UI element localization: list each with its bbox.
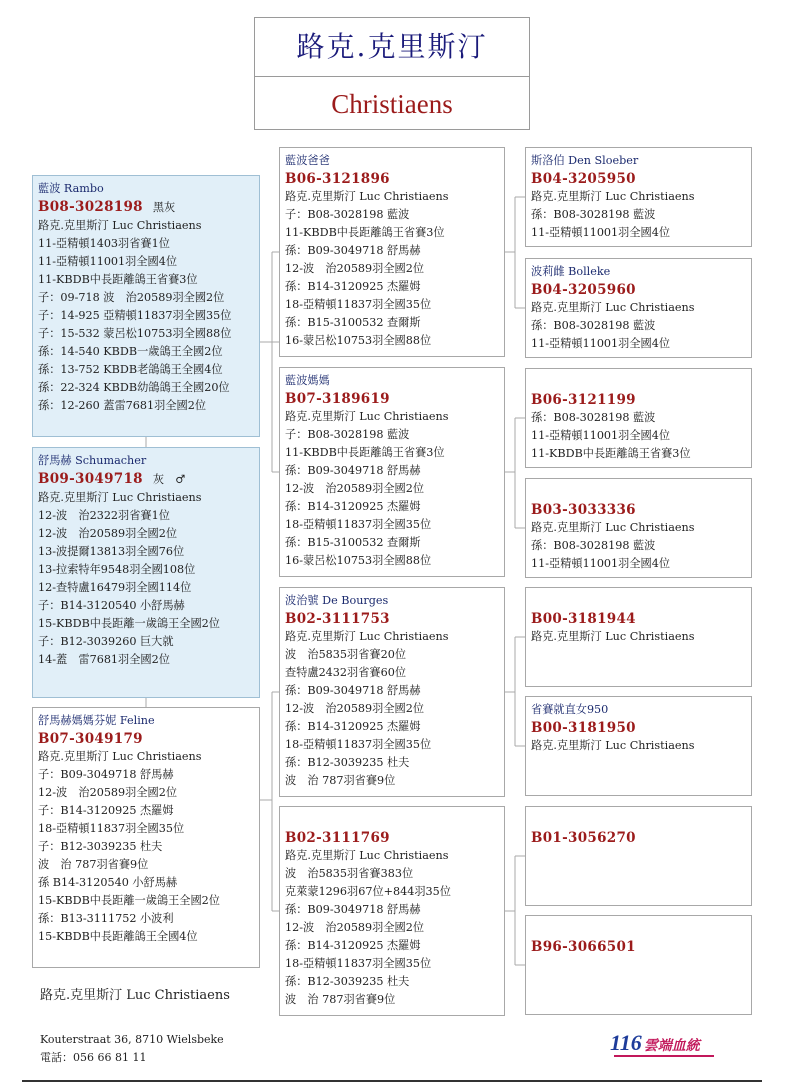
ring-number-text: B02-3111769 bbox=[285, 830, 390, 846]
performance-line: 11-亞精頓11001羽全國4位 bbox=[38, 255, 178, 268]
performance-line: 18-亞精頓11837羽全國35位 bbox=[38, 822, 185, 835]
performance-line: 波 治5835羽省賽383位 bbox=[285, 867, 414, 880]
pigeon-name: 舒馬赫媽媽芬妮 Feline bbox=[38, 714, 155, 727]
ring-number-text: B09-3049718 bbox=[38, 471, 143, 487]
performance-line: 路克.克里斯汀 Luc Christiaens bbox=[531, 521, 695, 534]
ring-number-text: B01-3056270 bbox=[531, 830, 636, 846]
performance-line: 11-亞精頓11001羽全國4位 bbox=[531, 429, 671, 442]
performance-line: 12-波 治20589羽全國2位 bbox=[285, 262, 425, 275]
performance-line: 孫：12-260 蓋雷7681羽全國2位 bbox=[38, 399, 207, 412]
performance-line: 18-亞精頓11837羽全國35位 bbox=[285, 518, 432, 531]
pedigree-card-sire bbox=[32, 175, 260, 437]
performance-line: 孫：B14-3120925 杰羅姆 bbox=[285, 280, 421, 293]
performance-line: 11-亞精頓11001羽全國4位 bbox=[531, 226, 671, 239]
brand-logo bbox=[610, 1030, 720, 1058]
performance-line: 孫：B15-3100532 查爾斯 bbox=[285, 316, 421, 329]
ring-number-text: B96-3066501 bbox=[531, 939, 636, 955]
performance-line: 子：15-532 蒙呂松10753羽全國88位 bbox=[38, 327, 232, 340]
performance-line: 克萊蒙1296羽67位+844羽35位 bbox=[285, 885, 451, 898]
page-title-english: Christiaens bbox=[331, 89, 453, 119]
performance-line: 子：B09-3049718 舒馬赫 bbox=[38, 768, 174, 781]
performance-line: 11-亞精頓1403羽省賽1位 bbox=[38, 237, 170, 250]
pigeon-color: 灰 ♂ bbox=[152, 473, 186, 486]
performance-line: 子：09-718 波 治20589羽全國2位 bbox=[38, 291, 225, 304]
pedigree-card-gs2 bbox=[279, 367, 505, 577]
performance-line: 孫：B08-3028198 藍波 bbox=[531, 539, 656, 552]
performance-line: 13-拉索特年9548羽全國108位 bbox=[38, 563, 196, 576]
pigeon-name: 舒馬赫 Schumacher bbox=[38, 454, 147, 467]
pigeon-name: 藍波 Rambo bbox=[38, 182, 104, 195]
ring-number-text: B03-3033336 bbox=[531, 502, 636, 518]
pedigree-card-ggs8 bbox=[525, 915, 752, 1015]
performance-line: 12-波 治20589羽全國2位 bbox=[38, 527, 178, 540]
performance-line: 路克.克里斯汀 Luc Christiaens bbox=[531, 739, 695, 752]
performance-line: 12-波 治2322羽省賽1位 bbox=[38, 509, 170, 522]
performance-line: 子：14-925 亞精頓11837羽全國35位 bbox=[38, 309, 232, 322]
performance-line: 13-波提爾13813羽全國76位 bbox=[38, 545, 185, 558]
ring-number-text: B06-3121896 bbox=[285, 171, 390, 187]
pigeon-name: 波莉雌 Bolleke bbox=[531, 265, 611, 278]
performance-line: 16-蒙呂松10753羽全國88位 bbox=[285, 334, 432, 347]
performance-line: 孫：B09-3049718 舒馬赫 bbox=[285, 684, 421, 697]
performance-line: 波 治 787羽省賽9位 bbox=[285, 993, 396, 1006]
ring-number bbox=[531, 501, 746, 519]
ring-number-text: B07-3049179 bbox=[38, 731, 143, 747]
phone-text: 電話：056 66 81 11 bbox=[40, 1051, 147, 1064]
performance-line: 波 治 787羽省賽9位 bbox=[285, 774, 396, 787]
performance-line: 路克.克里斯汀 Luc Christiaens bbox=[38, 750, 202, 763]
performance-line: 11-亞精頓11001羽全國4位 bbox=[531, 557, 671, 570]
performance-line: 路克.克里斯汀 Luc Christiaens bbox=[531, 630, 695, 643]
performance-line: 子：B08-3028198 藍波 bbox=[285, 428, 410, 441]
performance-line: 查特盧2432羽省賽60位 bbox=[285, 666, 407, 679]
performance-line: 11-KBDB中長距離鴿王省賽3位 bbox=[285, 446, 445, 459]
performance-line: 12-波 治20589羽全國2位 bbox=[285, 921, 425, 934]
performance-line: 18-亞精頓11837羽全國35位 bbox=[285, 957, 432, 970]
performance-line: 孫：13-752 KBDB老鴿鴿王全國4位 bbox=[38, 363, 223, 376]
pedigree-card-ggs6 bbox=[525, 696, 752, 796]
performance-line: 14-蓋 雷7681羽全國2位 bbox=[38, 653, 170, 666]
performance-line: 11-亞精頓11001羽全國4位 bbox=[531, 337, 671, 350]
performance-line: 路克.克里斯汀 Luc Christiaens bbox=[531, 301, 695, 314]
logo-text: 雲端血統 bbox=[643, 1038, 700, 1054]
performance-line: 子：B14-3120925 杰羅姆 bbox=[38, 804, 174, 817]
pedigree-card-dam2 bbox=[32, 707, 260, 968]
performance-line: 15-KBDB中長距離鴿王全國4位 bbox=[38, 930, 198, 943]
performance-line: 孫：14-540 KBDB一歲鴿王全國2位 bbox=[38, 345, 223, 358]
performance-line: 孫：B08-3028198 藍波 bbox=[531, 319, 656, 332]
performance-line: 11-KBDB中長距離鴿王省賽3位 bbox=[38, 273, 198, 286]
performance-line: 12-波 治20589羽全國2位 bbox=[285, 482, 425, 495]
bottom-divider bbox=[22, 1080, 762, 1082]
performance-line: 孫：B12-3039235 杜夫 bbox=[285, 756, 410, 769]
pedigree-card-ggs3 bbox=[525, 368, 752, 468]
page-title-chinese: 路克.克里斯汀 bbox=[255, 18, 529, 77]
performance-line: 12-查特盧16479羽全國114位 bbox=[38, 581, 192, 594]
ring-number-text: B04-3205950 bbox=[531, 171, 636, 187]
title-box bbox=[254, 17, 530, 130]
performance-line: 孫：B09-3049718 舒馬赫 bbox=[285, 464, 421, 477]
performance-line: 11-KBDB中長距離鴿王省賽3位 bbox=[531, 447, 691, 460]
performance-line: 孫：B08-3028198 藍波 bbox=[531, 208, 656, 221]
pigeon-name: 省賽就直女950 bbox=[531, 703, 609, 716]
ring-number bbox=[531, 719, 746, 737]
performance-line: 子：B12-3039260 巨大就 bbox=[38, 635, 174, 648]
performance-line: 路克.克里斯汀 Luc Christiaens bbox=[285, 849, 449, 862]
ring-number-text: B00-3181950 bbox=[531, 720, 636, 736]
ring-number-text: B06-3121199 bbox=[531, 392, 636, 408]
pigeon-name: 波治號 De Bourges bbox=[285, 594, 389, 607]
pedigree-card-ggs7 bbox=[525, 806, 752, 906]
pedigree-card-dam bbox=[32, 447, 260, 698]
performance-line: 孫：B08-3028198 藍波 bbox=[531, 411, 656, 424]
pigeon-name: 斯洛伯 Den Sloeber bbox=[531, 154, 639, 167]
pedigree-card-gs1 bbox=[279, 147, 505, 357]
pedigree-card-ggs5 bbox=[525, 587, 752, 687]
performance-line: 子：B14-3120540 小舒馬赫 bbox=[38, 599, 185, 612]
pigeon-color: 黑灰 bbox=[152, 201, 176, 214]
performance-line: 孫：22-324 KBDB幼鴿鴿王全國20位 bbox=[38, 381, 230, 394]
performance-line: 路克.克里斯汀 Luc Christiaens bbox=[285, 190, 449, 203]
pedigree-card-ggs2 bbox=[525, 258, 752, 358]
performance-line: 孫：B09-3049718 舒馬赫 bbox=[285, 903, 421, 916]
performance-line: 波 治 787羽省賽9位 bbox=[38, 858, 149, 871]
performance-line: 孫：B09-3049718 舒馬赫 bbox=[285, 244, 421, 257]
performance-line: 12-波 治20589羽全國2位 bbox=[285, 702, 425, 715]
ring-number bbox=[285, 390, 499, 408]
performance-line: 15-KBDB中長距離一歲鴿王全國2位 bbox=[38, 617, 220, 630]
pedigree-card-ggs1 bbox=[525, 147, 752, 247]
pedigree-card-gs4 bbox=[279, 806, 505, 1016]
ring-number bbox=[531, 170, 746, 188]
performance-line: 18-亞精頓11837羽全國35位 bbox=[285, 298, 432, 311]
performance-line: 路克.克里斯汀 Luc Christiaens bbox=[531, 190, 695, 203]
performance-line: 路克.克里斯汀 Luc Christiaens bbox=[38, 219, 202, 232]
ring-number-text: B00-3181944 bbox=[531, 611, 636, 627]
ring-number bbox=[531, 610, 746, 628]
logo-number: 116 bbox=[610, 1030, 642, 1055]
ring-number bbox=[285, 829, 499, 847]
ring-number bbox=[531, 938, 746, 956]
pedigree-card-ggs4 bbox=[525, 478, 752, 578]
pedigree-card-gs3 bbox=[279, 587, 505, 797]
pigeon-name: 藍波媽媽 bbox=[285, 374, 330, 387]
performance-line: 15-KBDB中長距離一歲鴿王全國2位 bbox=[38, 894, 220, 907]
performance-line: 波 治5835羽省賽20位 bbox=[285, 648, 407, 661]
ring-number-text: B08-3028198 bbox=[38, 199, 143, 215]
performance-line: 路克.克里斯汀 Luc Christiaens bbox=[38, 491, 202, 504]
performance-line: 路克.克里斯汀 Luc Christiaens bbox=[285, 410, 449, 423]
contact-info bbox=[40, 1031, 224, 1067]
ring-number bbox=[38, 730, 254, 748]
address-text: Kouterstraat 36, 8710 Wielsbeke bbox=[40, 1033, 224, 1046]
performance-line: 11-KBDB中長距離鴿王省賽3位 bbox=[285, 226, 445, 239]
ring-number bbox=[285, 610, 499, 628]
ring-number bbox=[531, 281, 746, 299]
pigeon-name: 藍波爸爸 bbox=[285, 154, 330, 167]
ring-number bbox=[38, 470, 254, 489]
performance-line: 孫：B14-3120925 杰羅姆 bbox=[285, 720, 421, 733]
ring-number-text: B07-3189619 bbox=[285, 391, 390, 407]
performance-line: 18-亞精頓11837羽全國35位 bbox=[285, 738, 432, 751]
logo-underline bbox=[614, 1055, 714, 1057]
performance-line: 子：B08-3028198 藍波 bbox=[285, 208, 410, 221]
performance-line: 子：B12-3039235 杜夫 bbox=[38, 840, 163, 853]
ring-number bbox=[531, 829, 746, 847]
performance-line: 孫：B12-3039235 杜夫 bbox=[285, 975, 410, 988]
performance-line: 孫：B14-3120925 杰羅姆 bbox=[285, 939, 421, 952]
performance-line: 路克.克里斯汀 Luc Christiaens bbox=[285, 630, 449, 643]
ring-number bbox=[285, 170, 499, 188]
performance-line: 16-蒙呂松10753羽全國88位 bbox=[285, 554, 432, 567]
ring-number-text: B04-3205960 bbox=[531, 282, 636, 298]
performance-line: 12-波 治20589羽全國2位 bbox=[38, 786, 178, 799]
performance-line: 孫：B14-3120925 杰羅姆 bbox=[285, 500, 421, 513]
ring-number bbox=[38, 198, 254, 217]
performance-line: 孫：B13-3111752 小波利 bbox=[38, 912, 174, 925]
breeder-name: 路克.克里斯汀 Luc Christiaens bbox=[40, 988, 230, 1003]
performance-line: 孫：B15-3100532 查爾斯 bbox=[285, 536, 421, 549]
ring-number bbox=[531, 391, 746, 409]
ring-number-text: B02-3111753 bbox=[285, 611, 390, 627]
performance-line: 孫 B14-3120540 小舒馬赫 bbox=[38, 876, 178, 889]
